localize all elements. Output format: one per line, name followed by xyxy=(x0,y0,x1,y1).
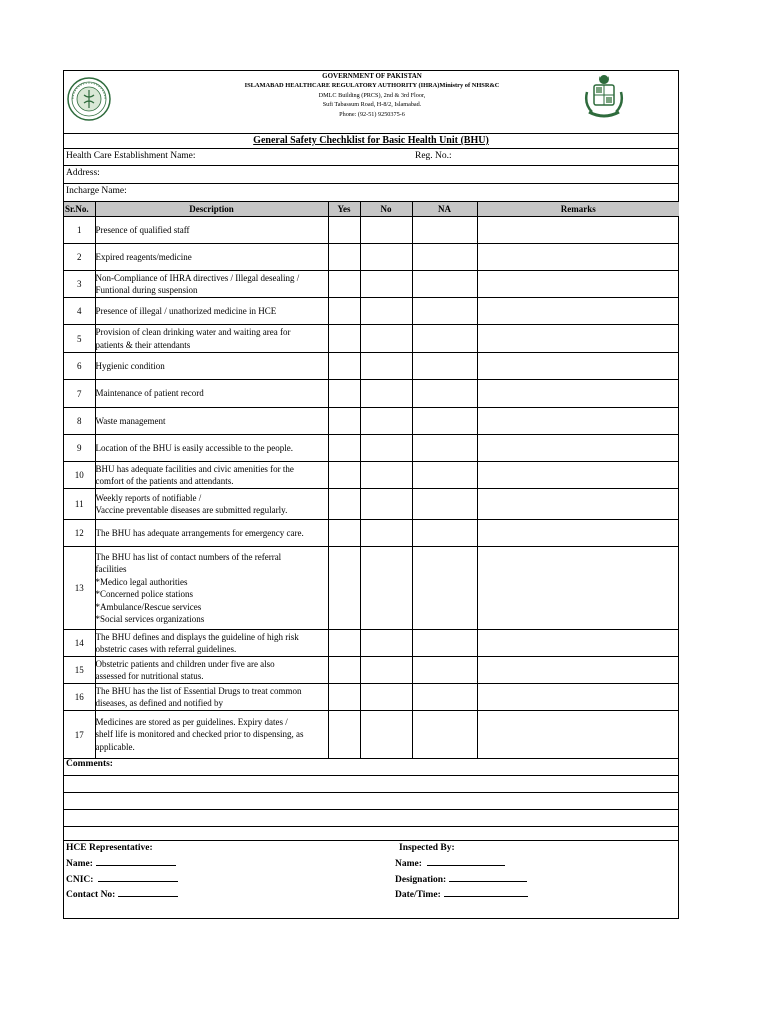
cell-no[interactable] xyxy=(360,657,412,684)
row-description: Presence of qualified staff xyxy=(95,217,328,244)
letterhead xyxy=(64,71,678,134)
col-header-na: NA xyxy=(412,202,477,217)
address-label: Address: xyxy=(66,168,100,178)
cell-na[interactable] xyxy=(412,353,477,380)
cell-no[interactable] xyxy=(360,684,412,711)
row-number: 10 xyxy=(64,462,95,489)
header-address-1: DMLC Building (PRCS), 2nd & 3rd Floor, xyxy=(318,91,426,99)
row-number: 8 xyxy=(64,408,95,435)
table-row xyxy=(64,380,679,408)
comments-label: Comments: xyxy=(66,759,113,769)
table-row xyxy=(64,520,679,547)
cell-yes[interactable] xyxy=(328,489,360,520)
establishment-name-label: Health Care Establishment Name: xyxy=(66,151,196,161)
cell-yes[interactable] xyxy=(328,298,360,325)
row-number: 7 xyxy=(64,380,95,408)
letterhead-text xyxy=(184,72,560,119)
cell-no[interactable] xyxy=(360,489,412,520)
cell-no[interactable] xyxy=(360,630,412,657)
row-number: 16 xyxy=(64,684,95,711)
cell-na[interactable] xyxy=(412,380,477,408)
row-number: 3 xyxy=(64,271,95,298)
table-row xyxy=(64,711,679,759)
col-header-no: No xyxy=(360,202,412,217)
inspector-datetime-line[interactable] xyxy=(444,886,528,897)
cell-na[interactable] xyxy=(412,520,477,547)
col-header-yes: Yes xyxy=(328,202,360,217)
cell-no[interactable] xyxy=(360,408,412,435)
row-number: 1 xyxy=(64,217,95,244)
row-number: 14 xyxy=(64,630,95,657)
table-row xyxy=(64,298,679,325)
row-number: 13 xyxy=(64,547,95,630)
row-description: Medicines are stored as per guidelines. Expiry dates / shelf life is monitored and checked prior to dispensing, as applicable. xyxy=(95,711,328,759)
cell-remarks[interactable] xyxy=(477,684,679,711)
inspector-datetime-field[interactable] xyxy=(395,886,528,902)
cell-yes[interactable] xyxy=(328,520,360,547)
cell-na[interactable] xyxy=(412,657,477,684)
inspector-designation-line[interactable] xyxy=(449,871,527,882)
inspected-by-title: Inspected By: xyxy=(399,843,455,853)
hce-rep-name-label: Name: xyxy=(66,858,93,869)
inspector-designation-field[interactable] xyxy=(395,871,528,887)
row-description: Hygienic condition xyxy=(95,353,328,380)
cell-no[interactable] xyxy=(360,353,412,380)
hce-rep-name-line[interactable] xyxy=(96,855,176,866)
cell-no[interactable] xyxy=(360,435,412,462)
hce-rep-cnic-line[interactable] xyxy=(98,871,178,882)
cell-yes[interactable] xyxy=(328,271,360,298)
cell-na[interactable] xyxy=(412,630,477,657)
hce-rep-name-field[interactable] xyxy=(66,855,178,871)
header-authority: ISLAMABAD HEALTHCARE REGULATORY AUTHORITY (IHRA)Ministry of NHSR&C xyxy=(244,82,500,90)
row-number: 12 xyxy=(64,520,95,547)
table-header-row xyxy=(64,202,679,217)
comments-line[interactable] xyxy=(64,809,678,810)
cell-remarks[interactable] xyxy=(477,711,679,759)
inspected-by-block xyxy=(395,842,528,902)
table-row xyxy=(64,462,679,489)
cell-yes[interactable] xyxy=(328,244,360,271)
cell-na[interactable] xyxy=(412,325,477,353)
cell-na[interactable] xyxy=(412,489,477,520)
table-row xyxy=(64,217,679,244)
row-number: 9 xyxy=(64,435,95,462)
table-row xyxy=(64,630,679,657)
row-description: The BHU has the list of Essential Drugs to treat common diseases, as defined and notified by xyxy=(95,684,328,711)
table-row xyxy=(64,408,679,435)
col-header-description: Description xyxy=(95,202,328,217)
cell-yes[interactable] xyxy=(328,408,360,435)
cell-na[interactable] xyxy=(412,244,477,271)
table-row xyxy=(64,325,679,353)
cell-remarks[interactable] xyxy=(477,408,679,435)
hce-rep-cnic-field[interactable] xyxy=(66,871,178,887)
cell-yes[interactable] xyxy=(328,353,360,380)
cell-na[interactable] xyxy=(412,408,477,435)
cell-no[interactable] xyxy=(360,325,412,353)
incharge-name-row[interactable] xyxy=(64,184,678,202)
table-row xyxy=(64,244,679,271)
hce-rep-contact-line[interactable] xyxy=(118,886,178,897)
cell-yes[interactable] xyxy=(328,380,360,408)
cell-na[interactable] xyxy=(412,271,477,298)
incharge-name-label: Incharge Name: xyxy=(66,186,127,196)
row-description: The BHU defines and displays the guideline of high risk obstetric cases with referral guidelines. xyxy=(95,630,328,657)
row-number: 6 xyxy=(64,353,95,380)
row-description: Presence of illegal / unathorized medicine in HCE xyxy=(95,298,328,325)
cell-yes[interactable] xyxy=(328,547,360,630)
cell-remarks[interactable] xyxy=(477,630,679,657)
cell-no[interactable] xyxy=(360,271,412,298)
cell-na[interactable] xyxy=(412,462,477,489)
header-phone: Phone: (92-51) 9250375-6 xyxy=(339,110,405,118)
cell-no[interactable] xyxy=(360,217,412,244)
row-number: 11 xyxy=(64,489,95,520)
cell-remarks[interactable] xyxy=(477,325,679,353)
state-emblem xyxy=(583,74,625,122)
ihra-logo xyxy=(67,77,111,121)
cell-remarks[interactable] xyxy=(477,244,679,271)
cell-na[interactable] xyxy=(412,298,477,325)
cell-remarks[interactable] xyxy=(477,657,679,684)
row-description: Weekly reports of notifiable / Vaccine preventable diseases are submitted regularly. xyxy=(95,489,328,520)
row-description: Waste management xyxy=(95,408,328,435)
inspector-name-label: Name: xyxy=(395,858,422,869)
reg-no-label: Reg. No.: xyxy=(415,151,452,161)
cell-yes[interactable] xyxy=(328,684,360,711)
row-description: Provision of clean drinking water and waiting area for patients & their attendants xyxy=(95,325,328,353)
col-header-srno: Sr.No. xyxy=(64,202,95,217)
hce-rep-title: HCE Representative: xyxy=(66,843,153,853)
table-row xyxy=(64,489,679,520)
cell-na[interactable] xyxy=(412,435,477,462)
cell-yes[interactable] xyxy=(328,462,360,489)
cell-no[interactable] xyxy=(360,298,412,325)
row-number: 2 xyxy=(64,244,95,271)
cell-yes[interactable] xyxy=(328,435,360,462)
row-description: Obstetric patients and children under five are also assessed for nutritional status. xyxy=(95,657,328,684)
inspector-designation-label: Designation: xyxy=(395,874,447,885)
row-description: The BHU has list of contact numbers of the referral facilities *Medico legal authorities *Concerned police stations *Ambulance/Rescue services *Social services organizations xyxy=(95,547,328,630)
cell-no[interactable] xyxy=(360,547,412,630)
header-address-2: Sufi Tabassum Road, H-8/2, Islamabad. xyxy=(322,101,422,109)
comments-line[interactable] xyxy=(64,792,678,793)
col-header-remarks: Remarks xyxy=(477,202,679,217)
address-row[interactable] xyxy=(64,166,678,184)
comments-line[interactable] xyxy=(64,826,678,827)
inspector-datetime-label: Date/Time: xyxy=(395,890,441,901)
hce-rep-contact-field[interactable] xyxy=(66,886,178,902)
table-row xyxy=(64,271,679,298)
cell-na[interactable] xyxy=(412,684,477,711)
comments-line xyxy=(64,840,678,841)
hce-representative-block xyxy=(66,842,178,902)
cell-no[interactable] xyxy=(360,520,412,547)
row-description: Expired reagents/medicine xyxy=(95,244,328,271)
inspector-name-line[interactable] xyxy=(427,855,505,866)
comments-line xyxy=(64,758,678,759)
checklist-sheet xyxy=(63,70,679,919)
hce-rep-cnic-label: CNIC: xyxy=(66,874,94,885)
row-number: 17 xyxy=(64,711,95,759)
cell-yes[interactable] xyxy=(328,630,360,657)
header-government: GOVERNMENT OF PAKISTAN xyxy=(322,72,422,80)
cell-yes[interactable] xyxy=(328,325,360,353)
form-title: General Safety Chechklist for Basic Health Unit (BHU) xyxy=(64,133,678,149)
cell-no[interactable] xyxy=(360,380,412,408)
cell-remarks[interactable] xyxy=(477,489,679,520)
cell-remarks[interactable] xyxy=(477,520,679,547)
table-row xyxy=(64,657,679,684)
cell-na[interactable] xyxy=(412,711,477,759)
cell-yes[interactable] xyxy=(328,217,360,244)
inspector-name-field[interactable] xyxy=(395,855,528,871)
cell-na[interactable] xyxy=(412,217,477,244)
cell-no[interactable] xyxy=(360,462,412,489)
cell-no[interactable] xyxy=(360,711,412,759)
cell-remarks[interactable] xyxy=(477,435,679,462)
table-row xyxy=(64,684,679,711)
row-description: Non-Compliance of IHRA directives / Illegal desealing / Funtional during suspension xyxy=(95,271,328,298)
cell-yes[interactable] xyxy=(328,657,360,684)
row-description: Maintenance of patient record xyxy=(95,380,328,408)
cell-remarks[interactable] xyxy=(477,217,679,244)
row-number: 15 xyxy=(64,657,95,684)
cell-remarks[interactable] xyxy=(477,547,679,630)
hce-rep-contact-label: Contact No: xyxy=(66,890,116,901)
establishment-name-row[interactable] xyxy=(64,149,678,166)
table-row xyxy=(64,547,679,630)
row-number: 4 xyxy=(64,298,95,325)
cell-remarks[interactable] xyxy=(477,298,679,325)
cell-yes[interactable] xyxy=(328,711,360,759)
comments-line[interactable] xyxy=(64,775,678,776)
checklist-table xyxy=(64,202,679,759)
cell-no[interactable] xyxy=(360,244,412,271)
cell-remarks[interactable] xyxy=(477,462,679,489)
table-row xyxy=(64,435,679,462)
row-description: The BHU has adequate arrangements for emergency care. xyxy=(95,520,328,547)
cell-remarks[interactable] xyxy=(477,380,679,408)
cell-remarks[interactable] xyxy=(477,353,679,380)
cell-remarks[interactable] xyxy=(477,271,679,298)
row-description: BHU has adequate facilities and civic amenities for the comfort of the patients and attendants. xyxy=(95,462,328,489)
table-row xyxy=(64,353,679,380)
row-description: Location of the BHU is easily accessible to the people. xyxy=(95,435,328,462)
cell-na[interactable] xyxy=(412,547,477,630)
row-number: 5 xyxy=(64,325,95,353)
